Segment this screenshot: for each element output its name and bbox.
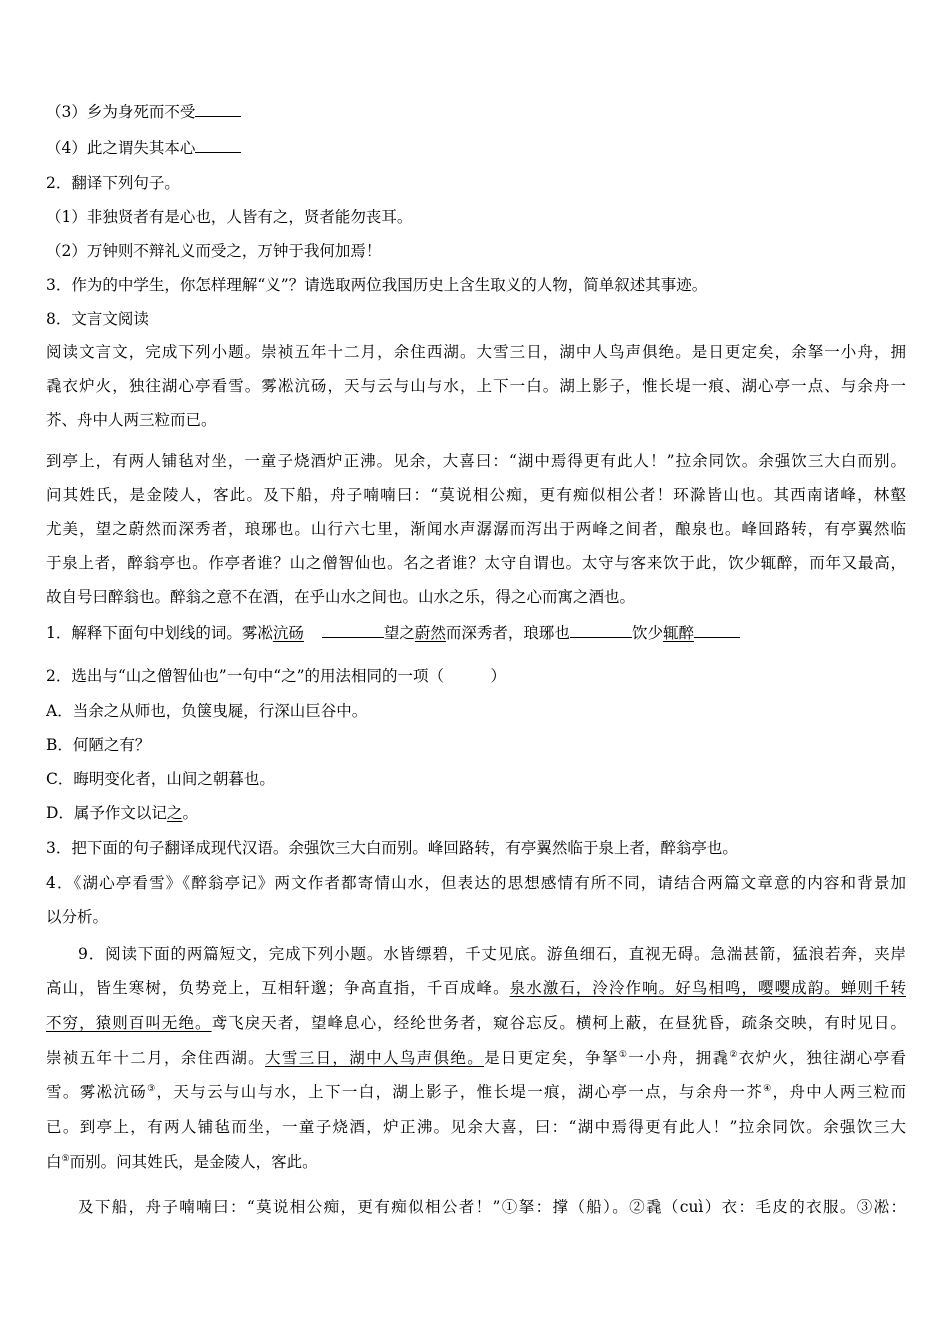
passage-line: 阅读文言文，完成下列小题。崇祯五年十二月，余住西湖。大雪三日，湖中人鸟声俱绝。是日更定矣，余拏一小舟，拥 [46, 343, 906, 361]
passage-line: 问其姓氏，是金陵人，客此。及下船，舟子喃喃曰：“莫说相公痴，更有痴似相公者！环滁皆山也。其西南诸峰，林壑 [46, 486, 906, 504]
passage-line: 到亭上，有两人铺毡对坐，一童子烧酒炉正沸。见余，大喜曰：“湖中焉得更有此人！”拉余同饮。余强饮三大白而别。 [46, 452, 906, 470]
exercise-1: 1．解释下面句中划线的词。雾凇沆砀 望之蔚然而深秀者，琅琊也 饮少辄醉 [46, 621, 740, 644]
passage-9-line: 崇祯五年十二月，余住西湖。大雪三日，湖中人鸟声俱绝。是日更定矣，争拏①一小舟，拥毳②衣炉火，独往湖心亭看 [46, 1049, 906, 1067]
translate-sentence-1: （1）非独贤者有是心也，人皆有之，贤者能勿丧耳。 [46, 208, 413, 226]
passage-9-line: 已。到亭上，有两人铺毡而坐，一童子烧酒，炉正沸。见余大喜，曰：“湖中焉得更有此人！”拉余同饮。余强饮三大 [46, 1118, 906, 1136]
question-line-4 [46, 136, 241, 159]
section-heading-8: 8．文言文阅读 [46, 310, 149, 328]
option-b: B．何陋之有？ [46, 736, 151, 754]
question-text: （3）乡为身死而不受 [46, 103, 196, 121]
exercise-2: 2．选出与“山之僧智仙也”一句中“之”的用法相同的一项（ ） [46, 667, 507, 685]
section-heading: 2．翻译下列句子。 [46, 174, 180, 192]
passage-line: 毳衣炉火，独往湖心亭看雪。雾凇沆砀，天与云与山与水，上下一白。湖上影子，惟长堤一痕、湖心亭一点、与余舟一 [46, 377, 906, 395]
passage-line: 于泉上者，醉翁亭也。作亭者谁？山之僧智仙也。名之者谁？太守自谓也。太守与客来饮于此，饮少辄醉，而年又最高， [46, 554, 906, 572]
underlined-word: 沆砀 [272, 624, 304, 642]
answer-blank[interactable] [694, 621, 740, 638]
question-line-3 [46, 100, 241, 123]
answer-blank[interactable] [195, 136, 241, 153]
option-c: C．晦明变化者，山间之朝暮也。 [46, 770, 275, 788]
exercise-4: 4．《湖心亭看雪》《醉翁亭记》两文作者都寄情山水，但表达的思想感情有所不同，请结合两篇文章意的内容和背景加 [46, 874, 906, 892]
passage-9-line: 白⑤而别。问其姓氏，是金陵人，客此。 [46, 1153, 318, 1171]
passage-line: 故自号曰醉翁也。醉翁之意不在酒，在乎山水之间也。山水之乐，得之心而寓之酒也。 [46, 588, 636, 606]
translate-sentence-2: （2）万钟则不辩礼义而受之，万钟于我何加焉！ [46, 242, 382, 260]
answer-blank[interactable] [195, 100, 241, 117]
passage-line: 芥、舟中人两三粒而已。 [46, 411, 217, 429]
exercise-4-cont: 以分析。 [46, 908, 109, 926]
underlined-word: 蔚然 [414, 624, 446, 642]
answer-blank[interactable] [570, 621, 632, 638]
option-d: D．属予作文以记之。 [46, 804, 198, 822]
option-a: A．当余之从师也，负箧曳屣，行深山巨谷中。 [46, 702, 368, 720]
passage-9-footnote-line: 及下船，舟子喃喃曰：“莫说相公痴，更有痴似相公者！”①拏：撑（船）。②毳（cuì）衣：毛皮的衣服。③凇： [78, 1198, 906, 1216]
exercise-3: 3．把下面的句子翻译成现代汉语。余强饮三大白而别。峰回路转，有亭翼然临于泉上者，醉翁亭也。 [46, 839, 738, 857]
underlined-word: 辄醉 [662, 624, 694, 642]
question-3: 3．作为的中学生，你怎样理解“义”？请选取两位我国历史上含生取义的人物，简单叙述其事迹。 [46, 276, 708, 294]
passage-9-line: 高山，皆生寒树，负势竞上，互相轩邈；争高直指，千百成峰。泉水激石，泠泠作响。好鸟相鸣，嘤嘤成韵。蝉则千转 [46, 979, 906, 997]
passage-9-line: 9．阅读下面的两篇短文，完成下列小题。水皆缥碧，千丈见底。游鱼细石，直视无碍。急湍甚箭，猛浪若奔，夹岸 [78, 945, 906, 963]
passage-line: 尤美，望之蔚然而深秀者，琅琊也。山行六七里，渐闻水声潺潺而泻出于两峰之间者，酿泉也。峰回路转，有亭翼然临 [46, 520, 906, 538]
passage-9-line: 不穷，猿则百叫无绝。鸢飞戾天者，望峰息心，经纶世务者，窥谷忘反。横柯上蔽，在昼犹昏，疏条交映，有时见日。 [46, 1014, 906, 1032]
passage-9-line: 雪。雾凇沆砀③，天与云与山与水，上下一白，湖上影子，惟长堤一痕，湖心亭一点，与余舟一芥④，舟中人两三粒而 [46, 1083, 906, 1101]
question-text: （4）此之谓失其本心 [46, 139, 196, 157]
answer-blank[interactable] [322, 621, 384, 638]
